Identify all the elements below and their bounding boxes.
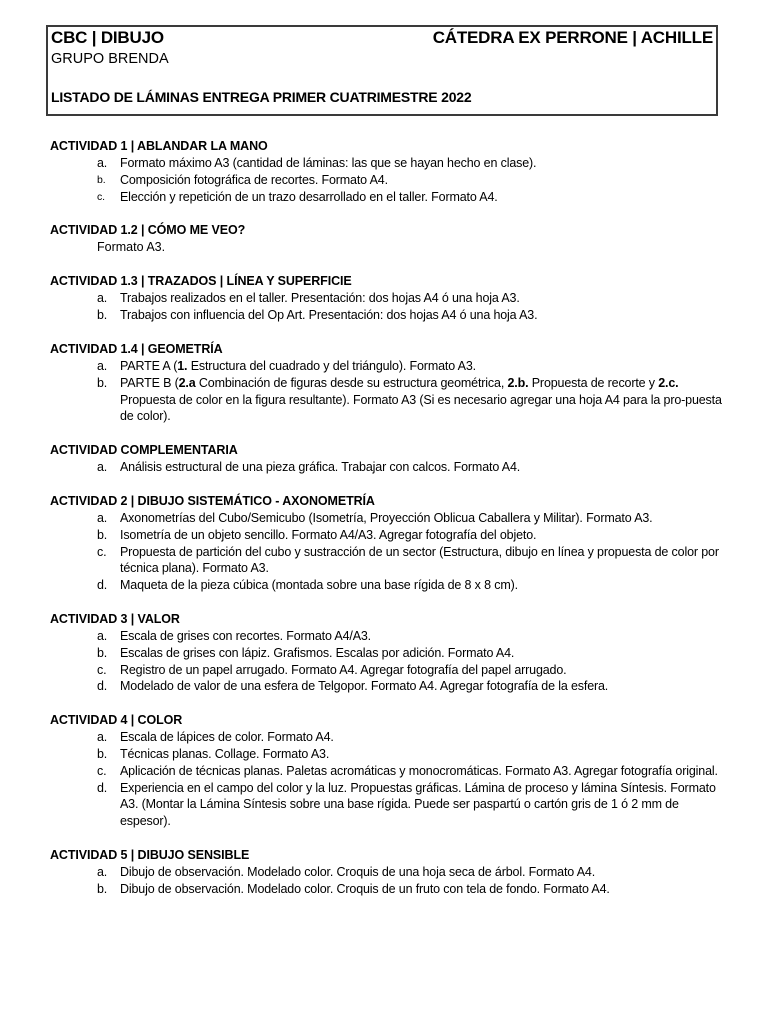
list-item	[50, 358, 730, 375]
item-text: Elección y repetición de un trazo desarrollado en el taller. Formato A4.	[120, 189, 498, 204]
item-text: Formato máximo A3 (cantidad de láminas: las que se hayan hecho en clase).	[120, 156, 537, 170]
activity-items	[50, 729, 730, 830]
item-text: Propuesta de recorte y	[528, 375, 659, 390]
list-item	[50, 527, 730, 544]
item-subref: 2.c.	[658, 375, 679, 390]
item-text: Estructura del cuadrado y del triángulo). Formato A3.	[187, 358, 476, 373]
group-name: GRUPO BRENDA	[51, 51, 169, 67]
activity-section	[50, 442, 730, 476]
item-marker: c.	[97, 544, 107, 559]
activity-items	[50, 459, 730, 476]
item-text: Propuesta de partición del cubo y sustracción de un sector (Estructura, dibujo en línea y propuesta de color por técnica plana). Formato A3.	[120, 544, 719, 576]
item-text: Trabajos con influencia del Op Art. Presentación: dos hojas A4 ó una hoja A3.	[120, 308, 538, 323]
item-marker: b.	[97, 746, 108, 761]
item-text: Composición fotográfica de recortes. Formato A4.	[120, 172, 388, 187]
item-text: Análisis estructural de una pieza gráfica. Trabajar con calcos. Formato A4.	[120, 460, 521, 475]
activity-title: ACTIVIDAD 1.3 | TRAZADOS | LÍNEA Y SUPERFICIE	[50, 274, 352, 289]
item-text: Escala de lápices de color. Formato A4.	[120, 730, 334, 745]
list-item	[50, 375, 730, 425]
list-item	[50, 678, 730, 695]
item-text: Maqueta de la pieza cúbica (montada sobre una base rígida de 8 x 8 cm).	[120, 578, 518, 593]
item-marker: c.	[97, 763, 107, 778]
activity-section	[50, 611, 730, 695]
item-marker: a.	[97, 156, 108, 170]
activity-section	[50, 138, 730, 205]
activity-section	[50, 273, 730, 324]
item-marker: a.	[97, 628, 108, 643]
list-item	[50, 864, 730, 881]
item-text: PARTE A (	[120, 358, 178, 373]
document-title: LISTADO DE LÁMINAS ENTREGA PRIMER CUATRIMESTRE 2022	[51, 89, 472, 105]
item-text: Técnicas planas. Collage. Formato A3.	[120, 746, 330, 761]
item-text: Registro de un papel arrugado. Formato A4. Agregar fotografía del papel arrugado.	[120, 662, 567, 677]
item-marker: b.	[97, 173, 106, 186]
item-text: Modelado de valor de una esfera de Telgopor. Formato A4. Agregar fotografía de la esfera.	[120, 679, 609, 694]
item-text: Isometría de un objeto sencillo. Formato A4/A3. Agregar fotografía del objeto.	[120, 527, 537, 542]
list-item	[50, 577, 730, 594]
list-item	[50, 746, 730, 763]
activity-title: ACTIVIDAD COMPLEMENTARIA	[50, 443, 238, 458]
item-text: Dibujo de observación. Modelado color. Croquis de una hoja seca de árbol. Formato A4.	[120, 864, 596, 879]
item-marker: d.	[97, 578, 108, 593]
item-marker: a.	[97, 358, 108, 373]
course-title: CBC | DIBUJO	[51, 28, 164, 47]
item-marker: c.	[97, 662, 107, 677]
item-text: Dibujo de observación. Modelado color. Croquis de un fruto con tela de fondo. Formato A4.	[120, 881, 610, 896]
item-subref: 2.a	[178, 375, 196, 390]
list-item	[50, 645, 730, 662]
list-item	[50, 510, 730, 527]
item-text: Axonometrías del Cubo/Semicubo (Isometría, Proyección Oblicua Caballera y Militar). Formato A3.	[120, 510, 653, 525]
item-marker: a.	[97, 460, 108, 475]
activity-items	[50, 628, 730, 695]
item-marker: b.	[97, 308, 108, 323]
activity-title: ACTIVIDAD 4 | COLOR	[50, 713, 183, 728]
list-item	[50, 290, 730, 307]
list-item	[50, 155, 730, 172]
activity-title: ACTIVIDAD 5 | DIBUJO SENSIBLE	[50, 847, 250, 862]
item-text: Trabajos realizados en el taller. Presentación: dos hojas A4 ó una hoja A3.	[120, 291, 520, 306]
item-marker: a.	[97, 864, 108, 879]
list-item	[50, 763, 730, 780]
item-text: Escala de grises con recortes. Formato A4/A3.	[120, 628, 372, 643]
activity-title: ACTIVIDAD 2 | DIBUJO SISTEMÁTICO - AXONOMETRÍA	[50, 493, 375, 508]
activity-section	[50, 222, 730, 256]
list-item	[50, 307, 730, 324]
activity-items	[50, 510, 730, 594]
item-text: Aplicación de técnicas planas. Paletas acromáticas y monocromáticas. Formato A3. Agregar fotografía original.	[120, 763, 718, 778]
item-text: Experiencia en el campo del color y la luz. Propuestas gráficas. Lámina de proceso y lámina Síntesis. Formato A3. (Montar la Lámina Síntesis sobre una base rígida. Puede ser paspartú o cartón gris de 1 ó 2 mm de espesor).	[120, 780, 716, 829]
activity-section	[50, 341, 730, 425]
list-item	[50, 628, 730, 645]
item-marker: b.	[97, 645, 108, 660]
item-marker: d.	[97, 679, 108, 694]
activity-section	[50, 493, 730, 594]
list-item	[50, 780, 730, 830]
activity-title: ACTIVIDAD 1 | ABLANDAR LA MANO	[50, 139, 268, 153]
activity-title: ACTIVIDAD 1.4 | GEOMETRÍA	[50, 341, 223, 356]
item-marker: b.	[97, 881, 108, 896]
item-subref: 1.	[177, 358, 188, 373]
list-item	[50, 729, 730, 746]
item-marker: b.	[97, 527, 108, 542]
activity-title: ACTIVIDAD 3 | VALOR	[50, 611, 180, 626]
item-marker: a.	[97, 510, 108, 525]
list-item	[50, 459, 730, 476]
activity-note: Formato A3.	[97, 240, 166, 255]
item-text: PARTE B (	[120, 375, 179, 390]
activity-section	[50, 847, 730, 898]
item-text: Escalas de grises con lápiz. Grafismos. Escalas por adición. Formato A4.	[120, 645, 515, 660]
item-marker: b.	[97, 375, 108, 390]
activity-list	[50, 138, 730, 915]
activity-items	[50, 290, 730, 324]
item-marker: a.	[97, 730, 108, 745]
list-item	[50, 189, 730, 206]
item-subref: 2.b.	[507, 375, 529, 390]
item-marker: c.	[97, 190, 105, 203]
item-marker: d.	[97, 780, 108, 795]
item-marker: a.	[97, 291, 108, 306]
list-item	[50, 172, 730, 189]
activity-items	[50, 864, 730, 898]
item-text: Propuesta de color en la figura resultante). Formato A3 (Si es necesario agregar una hoja A4 para la pro-puesta de color).	[120, 392, 722, 424]
chair-title: CÁTEDRA EX PERRONE | ACHILLE	[432, 28, 713, 47]
list-item	[50, 544, 730, 578]
list-item	[50, 881, 730, 898]
item-text: Combinación de figuras desde su estructura geométrica,	[195, 375, 508, 390]
activity-section	[50, 712, 730, 830]
activity-title: ACTIVIDAD 1.2 | CÓMO ME VEO?	[50, 223, 246, 238]
header-box	[46, 25, 718, 116]
activity-items	[50, 155, 730, 205]
activity-items	[50, 358, 730, 425]
list-item	[50, 662, 730, 679]
